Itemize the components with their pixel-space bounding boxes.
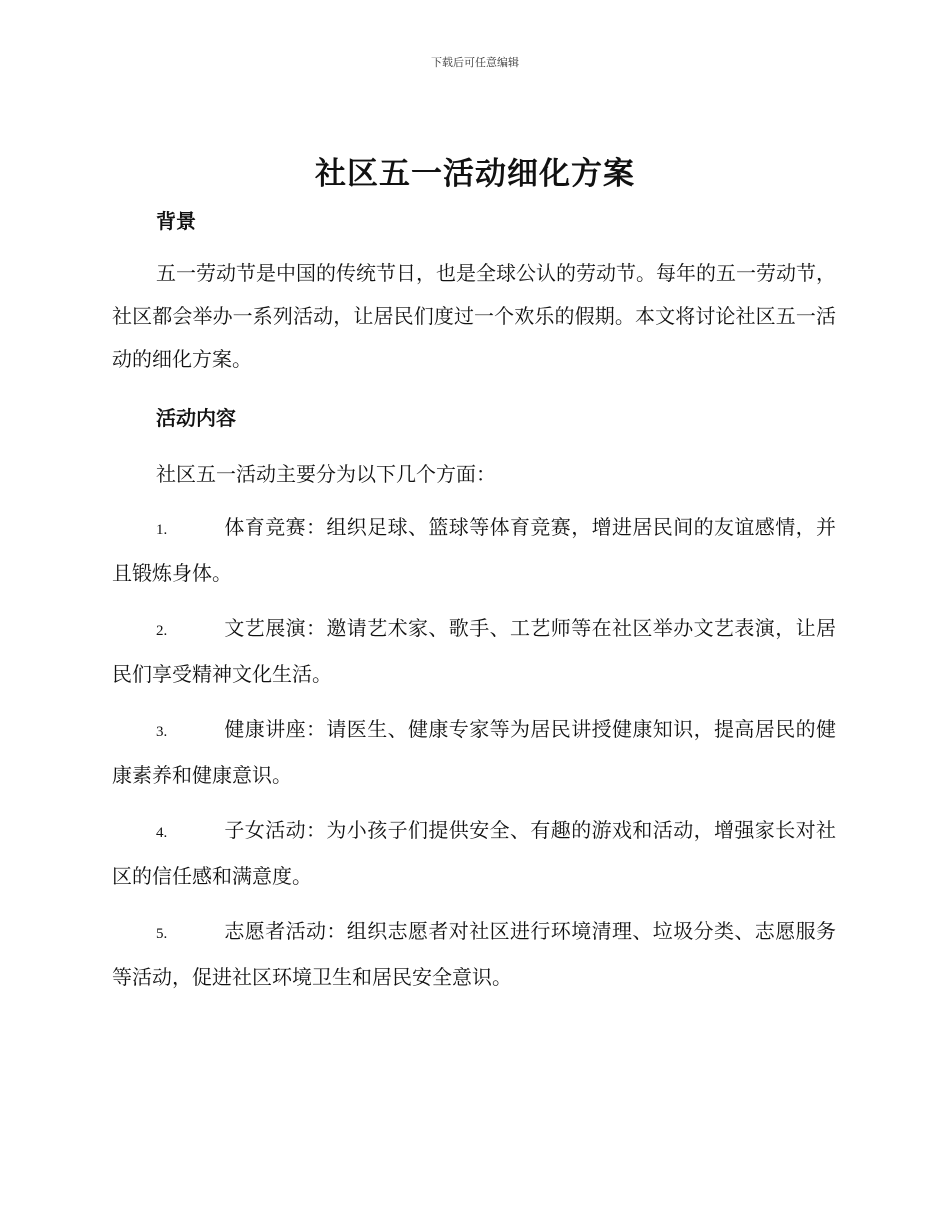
list-item	[112, 607, 836, 696]
list-item-number: 3.	[156, 724, 168, 740]
list-item-text: 文艺展演：邀请艺术家、歌手、工艺师等在社区举办文艺表演，让居民们享受精神文化生活。	[112, 616, 836, 686]
section-heading-background: 背景	[156, 209, 196, 233]
list-item-number: 4.	[156, 825, 168, 841]
background-paragraph: 五一劳动节是中国的传统节日，也是全球公认的劳动节。每年的五一劳动节，社区都会举办一系列活动，让居民们度过一个欢乐的假期。本文将讨论社区五一活动的细化方案。	[112, 261, 836, 371]
activities-intro: 社区五一活动主要分为以下几个方面：	[156, 462, 496, 486]
activity-list	[112, 506, 836, 999]
list-item	[112, 506, 836, 595]
list-item-number: 1.	[156, 522, 168, 538]
list-item-text: 志愿者活动：组织志愿者对社区进行环境清理、垃圾分类、志愿服务等活动，促进社区环境卫生和居民安全意识。	[112, 919, 836, 989]
list-item	[112, 708, 836, 797]
list-item-text: 子女活动：为小孩子们提供安全、有趣的游戏和活动，增强家长对社区的信任感和满意度。	[112, 818, 836, 888]
list-item-number: 5.	[156, 926, 168, 942]
header-note: 下载后可任意编辑	[431, 56, 519, 69]
list-item	[112, 910, 836, 999]
list-item-text: 体育竞赛：组织足球、篮球等体育竞赛，增进居民间的友谊感情，并且锻炼身体。	[112, 515, 836, 585]
document-body	[112, 200, 836, 1011]
list-item-number: 2.	[156, 623, 168, 639]
document-title: 社区五一活动细化方案	[315, 156, 635, 192]
list-item-text: 健康讲座：请医生、健康专家等为居民讲授健康知识，提高居民的健康素养和健康意识。	[112, 717, 836, 787]
list-item	[112, 809, 836, 898]
section-heading-activities: 活动内容	[156, 406, 236, 430]
